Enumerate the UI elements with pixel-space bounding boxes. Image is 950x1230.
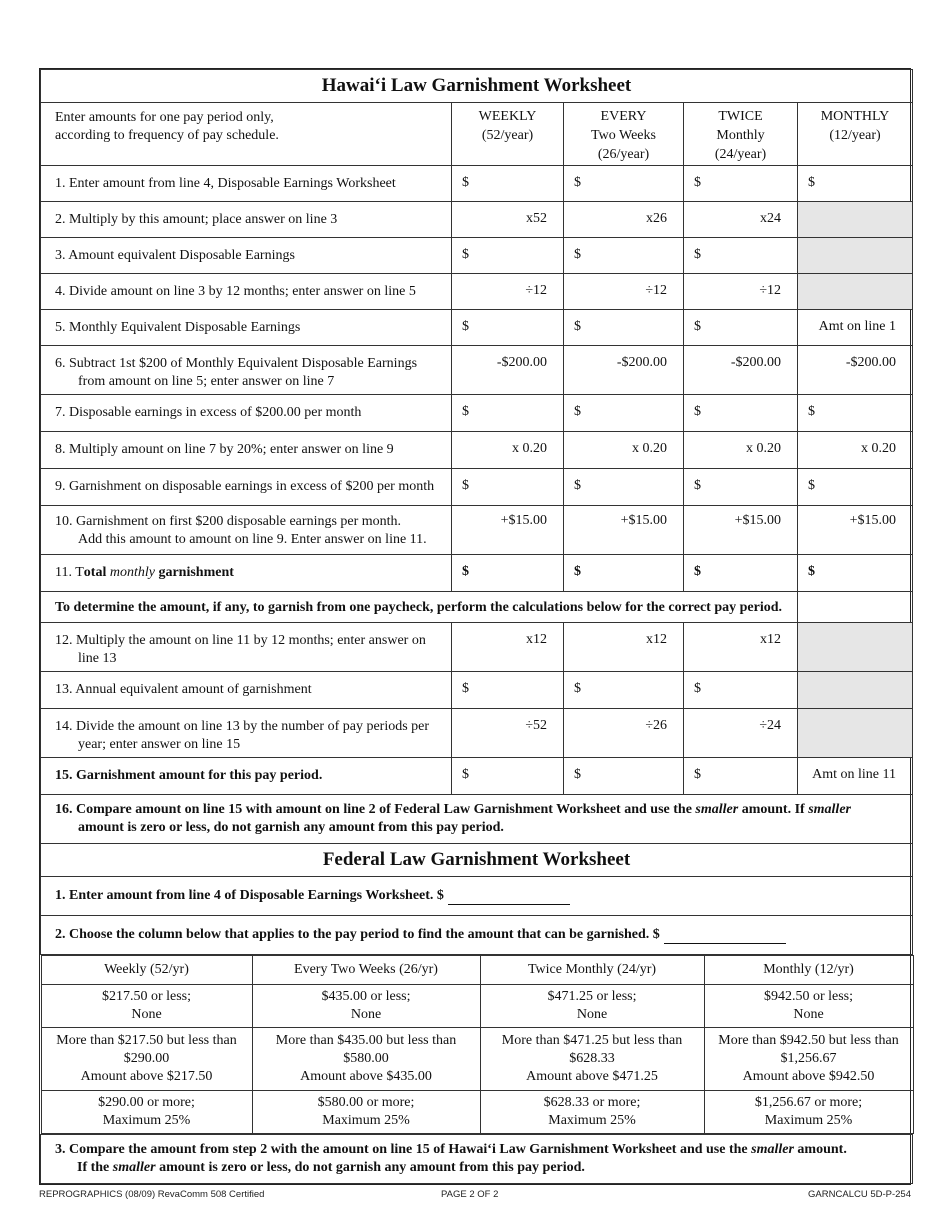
line-15-twice-monthly-field[interactable]: $ <box>684 758 798 795</box>
line-2-weekly-multiplier: x52 <box>526 211 547 226</box>
line-3-label: 3. Amount equivalent Disposable Earnings <box>55 248 295 263</box>
intro-text: Enter amounts for one pay period only, according to frequency of pay schedule. <box>55 110 279 143</box>
line-15-monthly-note: Amt on line 11 <box>812 767 896 782</box>
line-12-weekly-multiplier: x12 <box>526 632 547 647</box>
line-14-twice-monthly-divisor: ÷24 <box>759 718 781 733</box>
fed-cell: More than $435.00 but less than $580.00 Amount above $435.00 <box>252 1028 480 1091</box>
line-5-weekly-field[interactable]: $ <box>452 310 564 346</box>
fed-cell: More than $471.25 but less than $628.33 Amount above $471.25 <box>480 1028 704 1091</box>
line-12-monthly-shaded <box>798 623 913 672</box>
note-empty-cell <box>798 592 913 623</box>
line-2-twice-monthly-multiplier: x24 <box>760 211 781 226</box>
line-4-monthly-shaded <box>798 274 913 310</box>
line-6-monthly-subtract: -$200.00 <box>845 355 896 370</box>
fed-header-weekly: Weekly (52/yr) <box>41 956 252 985</box>
line-8-biweekly-multiplier: x 0.20 <box>632 441 667 456</box>
hawaii-title: Hawai‘i Law Garnishment Worksheet <box>41 70 913 103</box>
line-7-biweekly-field[interactable]: $ <box>564 395 684 432</box>
line-9-twice-monthly-field[interactable]: $ <box>684 469 798 506</box>
line-13-weekly-field[interactable]: $ <box>452 672 564 709</box>
line-6-weekly-subtract: -$200.00 <box>496 355 547 370</box>
line-4-biweekly-divisor: ÷12 <box>645 283 667 298</box>
line-10-weekly-add: +$15.00 <box>500 513 547 528</box>
fed-header-monthly: Monthly (12/yr) <box>704 956 913 985</box>
line-7-twice-monthly-field[interactable]: $ <box>684 395 798 432</box>
line-11-weekly-field[interactable]: $ <box>452 555 564 592</box>
line-12-biweekly-multiplier: x12 <box>646 632 667 647</box>
line-10-twice-monthly-add: +$15.00 <box>734 513 781 528</box>
line-15-biweekly-field[interactable]: $ <box>564 758 684 795</box>
federal-line-2-field[interactable] <box>664 929 786 944</box>
hawaii-worksheet <box>39 68 911 1185</box>
line-13-label: 13. Annual equivalent amount of garnishment <box>55 682 312 697</box>
line-3-biweekly-field[interactable]: $ <box>564 238 684 274</box>
fed-cell: $942.50 or less; None <box>704 985 913 1028</box>
footer-left: REPROGRAPHICS (08/09) RevaComm 508 Certified <box>39 1189 265 1200</box>
footer-page-number: PAGE 2 OF 2 <box>441 1189 499 1200</box>
line-14-label: 14. Divide the amount on line 13 by the number of pay periods per year; enter answer on line 15 <box>55 719 430 752</box>
fed-cell: $217.50 or less; None <box>41 985 252 1028</box>
line-9-weekly-field[interactable]: $ <box>452 469 564 506</box>
federal-line-1: 1. Enter amount from line 4 of Disposable Earnings Worksheet. $ <box>41 887 912 905</box>
line-11-twice-monthly-field[interactable]: $ <box>684 555 798 592</box>
line-11-biweekly-field[interactable]: $ <box>564 555 684 592</box>
line-14-monthly-shaded <box>798 709 913 758</box>
line-1-twice-monthly-field[interactable]: $ <box>684 166 798 202</box>
line-5-monthly-note: Amt on line 1 <box>818 319 896 334</box>
line-3-twice-monthly-field[interactable]: $ <box>684 238 798 274</box>
line-4-weekly-divisor: ÷12 <box>525 283 547 298</box>
line-2-label: 2. Multiply by this amount; place answer on line 3 <box>55 212 338 227</box>
line-10-monthly-add: +$15.00 <box>849 513 896 528</box>
line-5-label: 5. Monthly Equivalent Disposable Earnings <box>55 320 301 335</box>
line-12-label: 12. Multiply the amount on line 11 by 12 months; enter answer on line 13 <box>55 633 426 666</box>
line-1-weekly-field[interactable]: $ <box>452 166 564 202</box>
line-8-monthly-multiplier: x 0.20 <box>861 441 896 456</box>
line-6-label: 6. Subtract 1st $200 of Monthly Equivalent Disposable Earnings from amount on line 5; enter answer on line 7 <box>55 356 418 389</box>
federal-title: Federal Law Garnishment Worksheet <box>41 844 913 877</box>
line-5-twice-monthly-field[interactable]: $ <box>684 310 798 346</box>
line-5-biweekly-field[interactable]: $ <box>564 310 684 346</box>
col-header-weekly: WEEKLY (52/year) <box>478 109 537 143</box>
line-10-label: 10. Garnishment on first $200 disposable earnings per month. Add this amount to amount on line 9. Enter answer on line 11. <box>55 514 427 547</box>
line-8-twice-monthly-multiplier: x 0.20 <box>746 441 781 456</box>
line-6-twice-monthly-subtract: -$200.00 <box>730 355 781 370</box>
col-header-every-two-weeks: EVERY Two Weeks (26/year) <box>591 109 656 162</box>
line-8-weekly-multiplier: x 0.20 <box>512 441 547 456</box>
line-1-biweekly-field[interactable]: $ <box>564 166 684 202</box>
footer-form-id: GARNCALCU 5D-P-254 <box>808 1189 911 1200</box>
line-13-twice-monthly-field[interactable]: $ <box>684 672 798 709</box>
line-2-biweekly-multiplier: x26 <box>646 211 667 226</box>
line-7-label: 7. Disposable earnings in excess of $200.00 per month <box>55 405 362 420</box>
fed-cell: More than $942.50 but less than $1,256.67 Amount above $942.50 <box>704 1028 913 1091</box>
col-header-monthly: MONTHLY (12/year) <box>820 109 890 143</box>
line-12-twice-monthly-multiplier: x12 <box>760 632 781 647</box>
fed-cell: $580.00 or more; Maximum 25% <box>252 1091 480 1134</box>
line-3-weekly-field[interactable]: $ <box>452 238 564 274</box>
fed-cell: $1,256.67 or more; Maximum 25% <box>704 1091 913 1134</box>
line-9-monthly-field[interactable]: $ <box>798 469 913 506</box>
federal-line-2: 2. Choose the column below that applies to the pay period to find the amount that can be garnished. $ <box>41 926 912 944</box>
line-11-label: 11. Total monthly garnishment <box>55 565 234 580</box>
col-header-twice-monthly: TWICE Monthly (24/year) <box>714 109 767 162</box>
line-13-biweekly-field[interactable]: $ <box>564 672 684 709</box>
fed-cell: More than $217.50 but less than $290.00 Amount above $217.50 <box>41 1028 252 1091</box>
line-9-label: 9. Garnishment on disposable earnings in excess of $200 per month <box>55 479 435 494</box>
fed-cell: $435.00 or less; None <box>252 985 480 1028</box>
line-1-label: 1. Enter amount from line 4, Disposable Earnings Worksheet <box>55 176 396 191</box>
line-4-label: 4. Divide amount on line 3 by 12 months; enter answer on line 5 <box>55 284 416 299</box>
line-14-biweekly-divisor: ÷26 <box>645 718 667 733</box>
line-7-monthly-field[interactable]: $ <box>798 395 913 432</box>
line-7-weekly-field[interactable]: $ <box>452 395 564 432</box>
line-6-biweekly-subtract: -$200.00 <box>616 355 667 370</box>
fed-cell: $290.00 or more; Maximum 25% <box>41 1091 252 1134</box>
line-10-biweekly-add: +$15.00 <box>620 513 667 528</box>
fed-header-twice-monthly: Twice Monthly (24/yr) <box>480 956 704 985</box>
fed-cell: $628.33 or more; Maximum 25% <box>480 1091 704 1134</box>
federal-line-1-field[interactable] <box>448 890 570 905</box>
line-2-monthly-shaded <box>798 202 913 238</box>
line-8-label: 8. Multiply amount on line 7 by 20%; enter answer on line 9 <box>55 442 394 457</box>
fed-cell: $471.25 or less; None <box>480 985 704 1028</box>
line-15-weekly-field[interactable]: $ <box>452 758 564 795</box>
federal-line-3: 3. Compare the amount from step 2 with the amount on line 15 of Hawai‘i Law Garnishment Worksheet and use the smaller amount. If the smaller amount is zero or less, do not garnish any amount from this pay period. <box>55 1142 847 1175</box>
line-13-monthly-shaded <box>798 672 913 709</box>
federal-pay-period-table <box>41 955 914 1134</box>
hawaii-table <box>40 69 913 1184</box>
line-14-weekly-divisor: ÷52 <box>525 718 547 733</box>
line-11-monthly-field[interactable]: $ <box>798 555 913 592</box>
line-4-twice-monthly-divisor: ÷12 <box>759 283 781 298</box>
line-1-monthly-field[interactable]: $ <box>798 166 913 202</box>
line-3-monthly-shaded <box>798 238 913 274</box>
line-16-instruction: 16. Compare amount on line 15 with amount on line 2 of Federal Law Garnishment Worksheet and use the smaller amount. If smaller amount is zero or less, do not garnish any amount from this pay period. <box>55 802 851 835</box>
per-paycheck-note: To determine the amount, if any, to garnish from one paycheck, perform the calculations below for the correct pay period. <box>55 600 783 615</box>
line-9-biweekly-field[interactable]: $ <box>564 469 684 506</box>
line-15-label: 15. Garnishment amount for this pay period. <box>55 768 323 783</box>
fed-header-every-two-weeks: Every Two Weeks (26/yr) <box>252 956 480 985</box>
